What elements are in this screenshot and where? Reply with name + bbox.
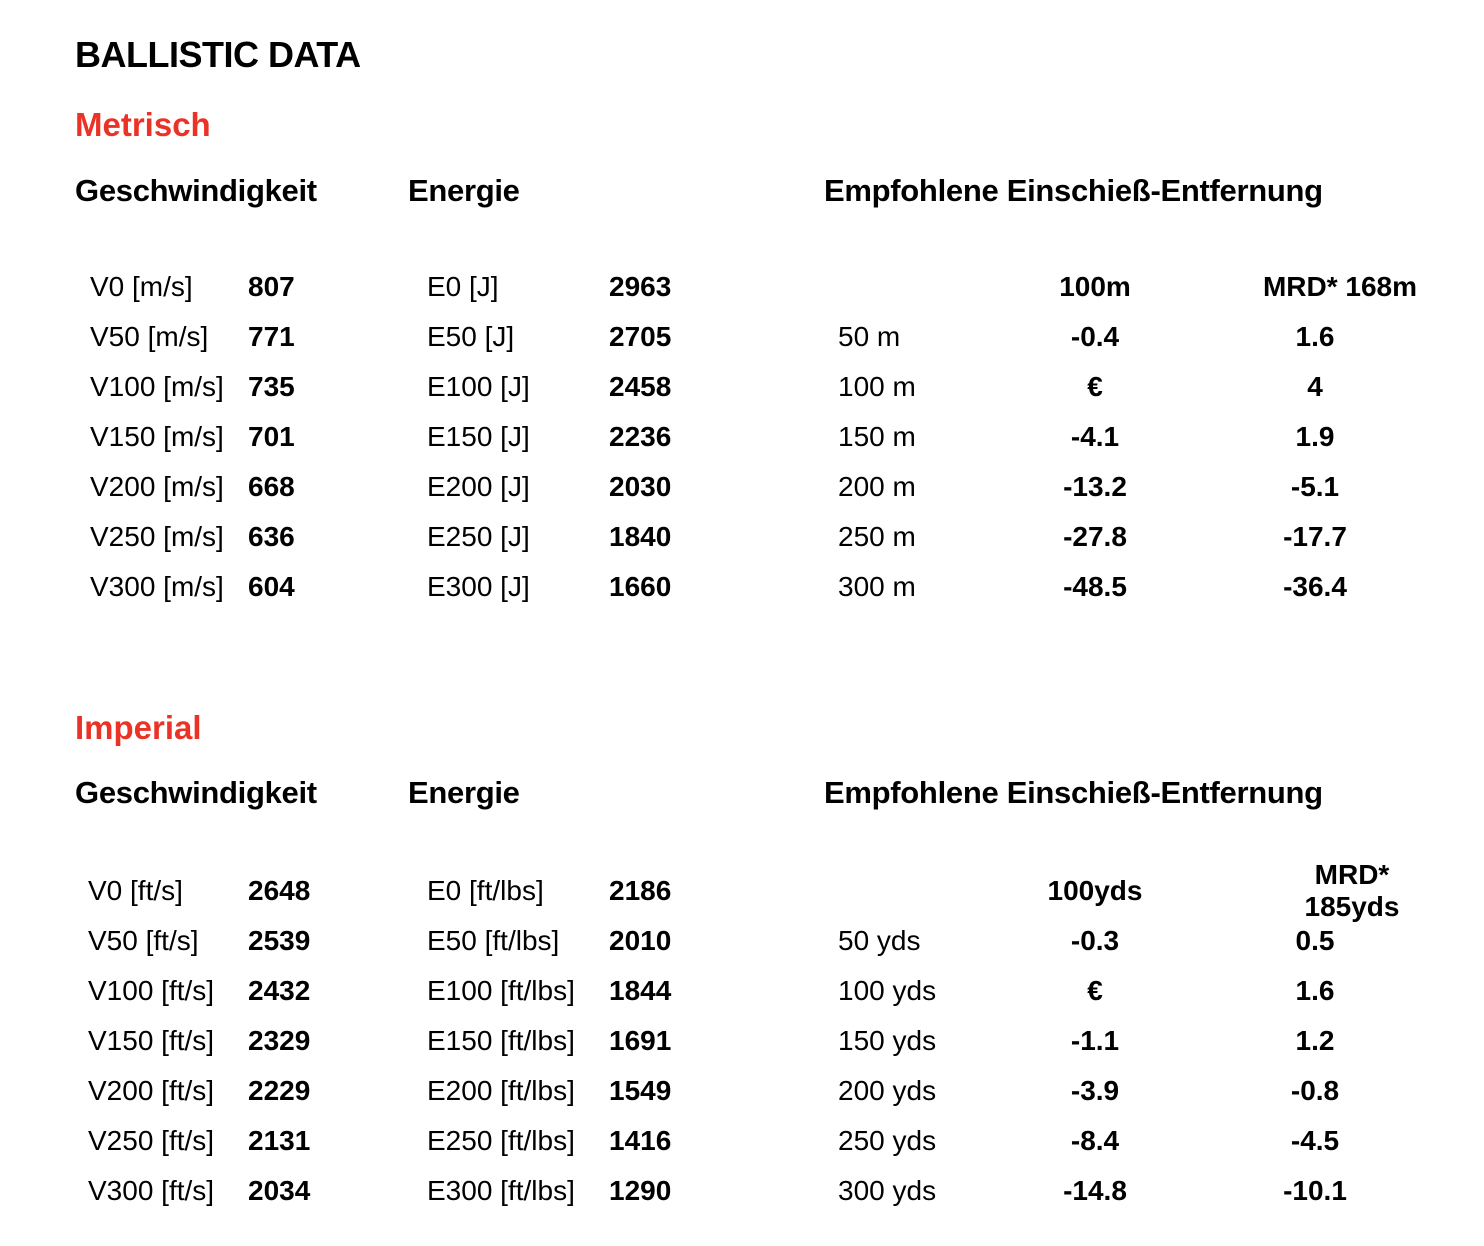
energy-label: E250 [J]: [427, 521, 530, 552]
velocity-value: 2229: [248, 1075, 311, 1106]
section-heading-metric: Metrisch: [75, 106, 211, 143]
energy-value: 2963: [609, 271, 672, 302]
header-zeroing-imperial: Empfohlene Einschieß-Entfernung: [824, 775, 1323, 810]
energy-label: E300 [J]: [427, 571, 530, 602]
mrd-value: 1.6: [1295, 321, 1335, 352]
velocity-label: V250 [m/s]: [90, 521, 224, 552]
velocity-energy-table-metric: [90, 262, 750, 612]
energy-value: 2236: [609, 421, 672, 452]
energy-value: 1840: [609, 521, 672, 552]
mrd-value: 1.9: [1295, 421, 1335, 452]
distance-label: 100 yds: [838, 975, 937, 1006]
velocity-value: 2648: [248, 875, 311, 906]
velocity-label: V50 [ft/s]: [88, 925, 199, 956]
distance-label: 200 yds: [838, 1075, 937, 1106]
header-energy-metric: Energie: [408, 173, 520, 208]
distance-label: 150 m: [838, 421, 916, 452]
drop-value: -27.8: [1063, 521, 1127, 552]
distance-label: 150 yds: [838, 1025, 937, 1056]
velocity-label: V150 [m/s]: [90, 421, 224, 452]
trajectory-table-metric: [838, 262, 1418, 612]
distance-label: 300 m: [838, 571, 916, 602]
drop-value: -8.4: [1070, 1125, 1120, 1156]
velocity-label: V0 [m/s]: [90, 271, 193, 302]
energy-value: 2186: [609, 875, 672, 906]
mrd-value: -5.1: [1290, 471, 1340, 502]
mrd-value: -36.4: [1283, 571, 1347, 602]
distance-label: 250 yds: [838, 1125, 937, 1156]
drop-value: -3.9: [1070, 1075, 1120, 1106]
energy-label: E250 [ft/lbs]: [427, 1125, 575, 1156]
drop-value: -13.2: [1063, 471, 1127, 502]
energy-value: 1549: [609, 1075, 672, 1106]
trajectory-table-imperial: [838, 859, 1400, 1216]
velocity-label: V100 [ft/s]: [88, 975, 215, 1006]
energy-value: 2010: [609, 925, 672, 956]
drop-value: -0.4: [1070, 321, 1120, 352]
velocity-label: V0 [ft/s]: [88, 875, 183, 906]
velocity-value: 771: [248, 321, 295, 352]
energy-value: 2458: [609, 371, 672, 402]
energy-value: 1290: [609, 1175, 672, 1206]
distance-label: 50 m: [838, 321, 901, 352]
velocity-value: 668: [248, 471, 295, 502]
energy-label: E300 [ft/lbs]: [427, 1175, 575, 1206]
velocity-label: V100 [m/s]: [90, 371, 224, 402]
velocity-label: V200 [ft/s]: [88, 1075, 215, 1106]
header-energy-imperial: Energie: [408, 775, 520, 810]
energy-label: E200 [ft/lbs]: [427, 1075, 575, 1106]
energy-value: 1691: [609, 1025, 672, 1056]
mrd-value: -0.8: [1290, 1075, 1340, 1106]
traj-header-mrd: MRD* 185yds: [1304, 859, 1400, 922]
energy-label: E100 [J]: [427, 371, 530, 402]
velocity-value: 2131: [248, 1125, 311, 1156]
velocity-label: V300 [ft/s]: [88, 1175, 215, 1206]
velocity-value: 701: [248, 421, 295, 452]
energy-label: E0 [J]: [427, 271, 499, 302]
mrd-value: -10.1: [1283, 1175, 1347, 1206]
velocity-value: 636: [248, 521, 295, 552]
energy-label: E150 [ft/lbs]: [427, 1025, 575, 1056]
energy-value: 2705: [609, 321, 672, 352]
velocity-label: V300 [m/s]: [90, 571, 224, 602]
traj-header-mrd: MRD* 168m: [1262, 271, 1418, 302]
energy-label: E150 [J]: [427, 421, 530, 452]
velocity-label: V250 [ft/s]: [88, 1125, 215, 1156]
energy-label: E50 [ft/lbs]: [427, 925, 560, 956]
header-velocity-imperial: Geschwindigkeit: [75, 775, 317, 810]
velocity-value: 2432: [248, 975, 311, 1006]
energy-value: 1844: [609, 975, 672, 1006]
velocity-value: 735: [248, 371, 295, 402]
velocity-label: V200 [m/s]: [90, 471, 224, 502]
velocity-label: V150 [ft/s]: [88, 1025, 215, 1056]
distance-label: 250 m: [838, 521, 916, 552]
mrd-value: 1.6: [1295, 975, 1335, 1006]
distance-label: 300 yds: [838, 1175, 937, 1206]
header-velocity-metric: Geschwindigkeit: [75, 173, 317, 208]
velocity-value: 604: [248, 571, 295, 602]
distance-label: 200 m: [838, 471, 916, 502]
drop-value: -1.1: [1070, 1025, 1120, 1056]
drop-value: -14.8: [1063, 1175, 1127, 1206]
mrd-value: -4.5: [1290, 1125, 1340, 1156]
velocity-label: V50 [m/s]: [90, 321, 209, 352]
energy-label: E0 [ft/lbs]: [427, 875, 544, 906]
drop-value: -48.5: [1063, 571, 1127, 602]
velocity-value: 2329: [248, 1025, 311, 1056]
energy-label: E50 [J]: [427, 321, 515, 352]
traj-header-drop: 100m: [1059, 271, 1131, 302]
velocity-value: 2539: [248, 925, 311, 956]
velocity-value: 807: [248, 271, 295, 302]
header-zeroing-metric: Empfohlene Einschieß-Entfernung: [824, 173, 1323, 208]
drop-value: €: [1087, 975, 1103, 1006]
velocity-value: 2034: [248, 1175, 311, 1206]
mrd-value: 1.2: [1295, 1025, 1335, 1056]
page-title: BALLISTIC DATA: [75, 34, 361, 75]
energy-value: 2030: [609, 471, 672, 502]
velocity-energy-table-imperial: [88, 866, 748, 1216]
section-heading-imperial: Imperial: [75, 709, 202, 746]
energy-value: 1660: [609, 571, 672, 602]
energy-value: 1416: [609, 1125, 672, 1156]
mrd-value: 4: [1307, 371, 1323, 402]
energy-label: E100 [ft/lbs]: [427, 975, 575, 1006]
mrd-value: 0.5: [1295, 925, 1335, 956]
traj-header-drop: 100yds: [1047, 875, 1143, 906]
distance-label: 50 yds: [838, 925, 921, 956]
drop-value: -0.3: [1070, 925, 1120, 956]
drop-value: €: [1087, 371, 1103, 402]
mrd-value: -17.7: [1283, 521, 1347, 552]
drop-value: -4.1: [1070, 421, 1120, 452]
distance-label: 100 m: [838, 371, 916, 402]
energy-label: E200 [J]: [427, 471, 530, 502]
